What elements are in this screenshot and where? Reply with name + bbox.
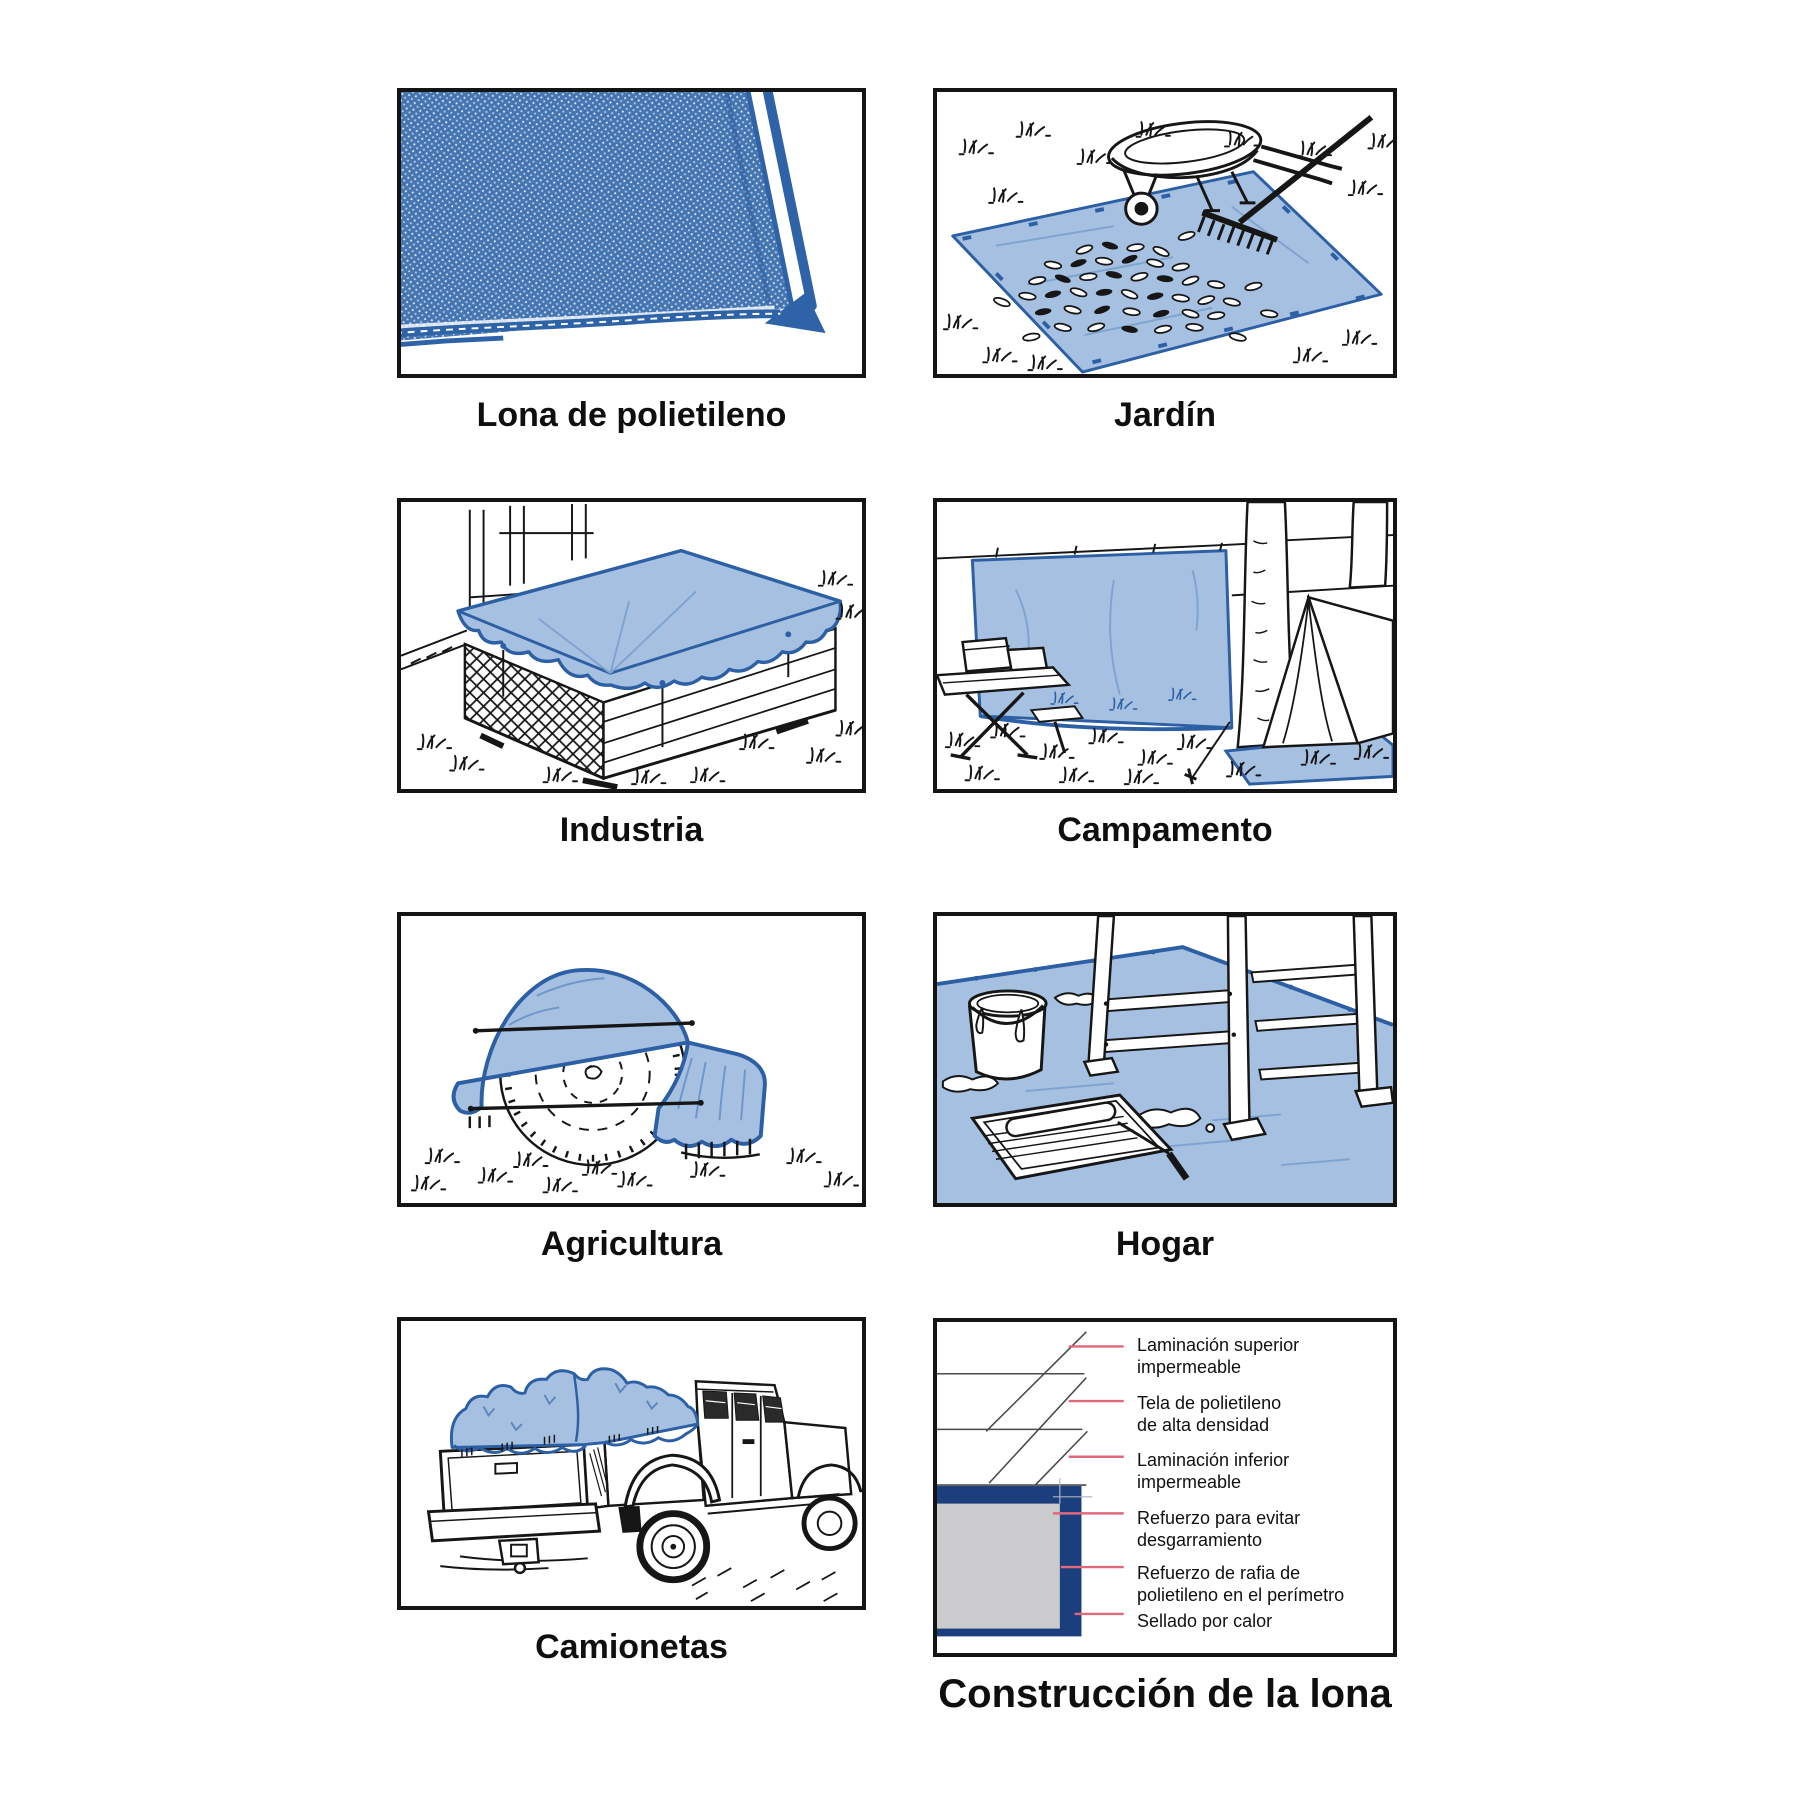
panel-agricultura (397, 912, 866, 1207)
label-line: Sellado por calor (1137, 1611, 1273, 1631)
label-line: polietileno en el perímetro (1137, 1585, 1345, 1605)
label-refuerzo-rafia (1137, 1562, 1344, 1606)
label-line: desgarramiento (1137, 1530, 1263, 1550)
label-refuerzo-desgarramiento (1137, 1507, 1300, 1551)
label-tela-polietileno (1137, 1392, 1281, 1436)
guy-line-and-stake (1185, 722, 1230, 784)
caption-jardin: Jardín (1113, 396, 1217, 434)
label-line: Laminación superior (1137, 1335, 1300, 1355)
panel-hogar (933, 912, 1397, 1207)
label-line: Laminación inferior (1137, 1450, 1290, 1470)
agriculture-illustration (401, 916, 862, 1203)
caption-agricultura: Agricultura (540, 1225, 723, 1263)
label-line: de alta densidad (1137, 1415, 1270, 1435)
tarp-closeup-illustration (401, 92, 862, 374)
label-laminacion-inferior (1137, 1449, 1289, 1493)
caption-hogar: Hogar (1115, 1225, 1215, 1263)
layer-sheets (937, 1332, 1087, 1485)
label-sellado-calor (1137, 1610, 1272, 1632)
label-laminacion-superior (1137, 1334, 1299, 1378)
camping-illustration (937, 502, 1393, 789)
caption-campamento: Campamento (1057, 811, 1273, 849)
paint-bucket (969, 991, 1046, 1079)
panel-lona (397, 88, 866, 378)
caption-lona: Lona de polietileno (476, 396, 787, 434)
panel-campamento (933, 498, 1397, 793)
label-line: Refuerzo para evitar (1137, 1508, 1301, 1528)
pickup-truck-illustration (401, 1321, 862, 1606)
ground (440, 1556, 837, 1601)
tarp-windbreak (972, 543, 1231, 729)
label-line: Tela de polietileno (1137, 1393, 1282, 1413)
panel-industria (397, 498, 866, 793)
panel-construccion (933, 1318, 1397, 1657)
caption-construccion: Construcción de la lona (938, 1672, 1392, 1716)
tarp-groundsheet (953, 172, 1381, 372)
caption-camionetas: Camionetas (535, 1628, 728, 1666)
label-line: impermeable (1137, 1472, 1242, 1492)
tarp-corner-swatch (937, 1478, 1092, 1636)
home-illustration (937, 916, 1393, 1203)
panel-camionetas (397, 1317, 866, 1610)
industry-illustration (401, 502, 862, 789)
panel-jardin (933, 88, 1397, 378)
covered-crate (458, 551, 840, 787)
caption-industria: Industria (559, 811, 704, 849)
garden-illustration (937, 92, 1393, 374)
label-line: impermeable (1137, 1357, 1242, 1377)
tarp-sheet (401, 92, 826, 345)
label-line: Refuerzo de rafia de (1137, 1563, 1301, 1583)
